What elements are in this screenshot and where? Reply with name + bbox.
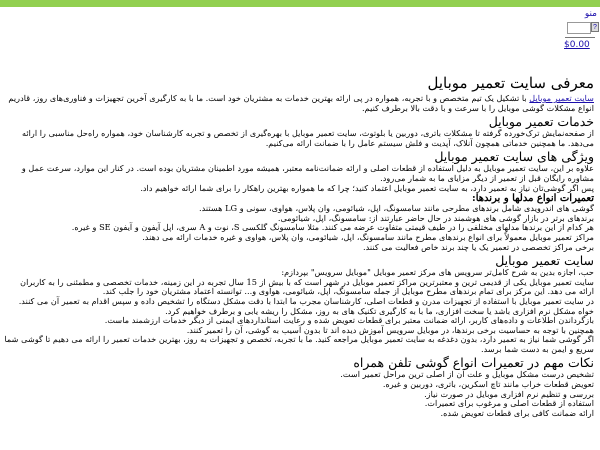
header-divider — [565, 37, 595, 38]
center-line: سایت تعمیر موبایل یکی از قدیمی ترین و معتبرترین مراکز تعمیر موبایل در شهر است که با بیش از 15 سال تجربه در این زمینه، خدمات تخصصی و مطمئنی را به کاربران ارائه می دهد. این مرکز برای تمام برندهای مطرح موبایل از جمله سامسونگ، اپل، شیائومی، هواوی و... توانسته اعتماد مشتریان خود را جلب کند. — [20, 276, 594, 297]
tips-line: تعویض قطعات خراب مانند تاچ اسکرین، باتری، دوربین و غیره. — [382, 379, 594, 390]
cart-total-link[interactable]: $0.00 — [564, 40, 590, 50]
intro-paragraph — [4, 94, 594, 113]
brands-line: برندهای برتر در بازار گوشی های هوشمند در حال حاضر عبارتند از: سامسونگ، اپل، شیائومی. — [277, 212, 594, 223]
center-line: حب، اجازه بدین به شرح کامل‌تر سرویس های مرکز تعمیر موبایل "موبایل سرویس" بپردازم: — [281, 267, 594, 278]
intro-text: با تشکیل یک تیم متخصص و با تجربه، همواره در پی ارائه بهترین خدمات به مشتریان خود است. ما با به کارگیری آخرین تجهیزات و فناوری‌های روز، قادریم انواع مشکلات گوشی موبایل را با سرعت و با دقت بالا برطرف کنیم. — [8, 93, 594, 113]
top-accent-bar — [0, 0, 600, 7]
tips-line: استفاده از قطعات اصلی و مرغوب برای تعمیرات. — [424, 398, 594, 409]
article-title: معرفی سایت تعمیر موبایل — [427, 74, 594, 92]
brands-heading: تعمیرات انواع مدلها و برندها: — [472, 193, 594, 205]
search-button[interactable]: ? — [591, 22, 599, 32]
features-paragraph-2: پس اگر گوشی‌تان نیاز به تعمیر دارد، به سایت تعمیر موبایل اعتماد کنید؛ چرا که ما همواره بهترین راهکار را برای شما ارائه خواهیم داد. — [140, 182, 594, 193]
tips-line: تشخیص درست مشکل موبایل و علت آن از اصلی ترین مراحل تعمیر است. — [340, 369, 594, 380]
center-line: بازگرداندن اطلاعات و داده‌های کاربر، ارائه ضمانت معتبر برای قطعات تعویض شده و رعایت استانداردهای ایمنی از دیگر خدمات ارزشمند ماست. — [104, 315, 594, 326]
tips-line: بررسی و تنظیم نرم افزاری موبایل در صورت نیاز. — [424, 388, 594, 399]
tips-line: ارائه ضمانت کافی برای قطعات تعویض شده. — [440, 407, 594, 418]
search-input[interactable] — [567, 22, 591, 34]
tips-heading: نکات مهم در تعمیرات انواع گوشی تلفن همراه — [353, 355, 594, 371]
services-paragraph: از صفحه‌نمایش ترک‌خورده گرفته تا مشکلات باتری، دوربین یا بلوتوث، سایت تعمیر موبایل با بهره‌گیری از تخصص و تجربه کارشناسان خود، همواره راه‌حل مناسبی را ارائه می‌دهد. ما همچنین خدماتی همچون آنلاک، آپدیت و فلش سیستم عامل را با ضمانت ارائه می‌کنیم. — [21, 128, 594, 148]
menu-link[interactable]: منو — [584, 9, 597, 19]
features-heading: ویژگی های سایت تعمیر موبایل — [434, 149, 594, 165]
features-paragraph-1: علاوه بر این، سایت تعمیر موبایل به دلیل استفاده از قطعات اصلی و ارائه ضمانت‌نامه معتبر، همیشه مورد اطمینان مشتریان بوده است. در کنار این موارد، سرعت عمل و مشاوره رایگان قبل از تعمیر از دیگر مزایای ما به شمار می‌رود. — [21, 163, 594, 183]
center-heading: سایت تعمیر موبایل — [495, 253, 594, 269]
brands-line: هر کدام از این برندها مدلهای مختلفی را در طیف قیمتی متفاوت عرضه می کنند. مثلا سامسونگ گلکسی S، نوت و A سری، اپل آیفون و آیفون SE و غیره. — [71, 222, 594, 233]
brands-line: برخی مراکز تخصصی در تعمیر یک یا چند برند خاص فعالیت می کنند. — [363, 241, 594, 252]
center-line: اگر گوشی شما نیاز به تعمیر دارد، بدون دغدغه به سایت تعمیر موبایل مراجعه کنید. ما با تجربه، تخصص و تجهیزات به روز، بهترین خدمات تعمیر را ارائه می دهیم تا گوشی شما سریع و ایمن به دست شما برسد. — [4, 334, 594, 354]
services-heading: خدمات تعمیر موبایل — [488, 114, 594, 130]
brands-line: گوشی های اندرویدی شامل برندهای مطرحی مانند سامسونگ، اپل، شیائومی، وان پلاس، هواوی، سونی و LG هستند. — [199, 203, 594, 214]
article-content — [4, 74, 594, 418]
intro-link[interactable]: سایت تعمیر موبایل — [529, 93, 594, 103]
brands-line: مراکز تعمیر موبایل معمولاً برای انواع برندهای مطرح مانند سامسونگ، اپل، شیائومی، وان پلاس، هواوی و غیره خدمات ارائه می دهند. — [142, 231, 594, 242]
center-line: همچنین با توجه به حساسیت برخی برندها، در موبایل سرویس آموزش دیده اند تا بدون آسیب به گوشی، آن را تعمیر کنند. — [186, 324, 594, 335]
center-line: در سایت تعمیر موبایل با استفاده از تجهیزات مدرن و قطعات اصلی، کارشناسان مجرب ما ابتدا با دقت مشکل دستگاه را تشخیص داده و سپس اقدام به تعمیر آن می کنند. خواه مشکل نرم افزاری باشد یا سخت افزاری، ما با به کارگیری تکنیک های به روز، مشکل را ریشه یابی و برطرف خواهیم کرد. — [18, 295, 594, 316]
